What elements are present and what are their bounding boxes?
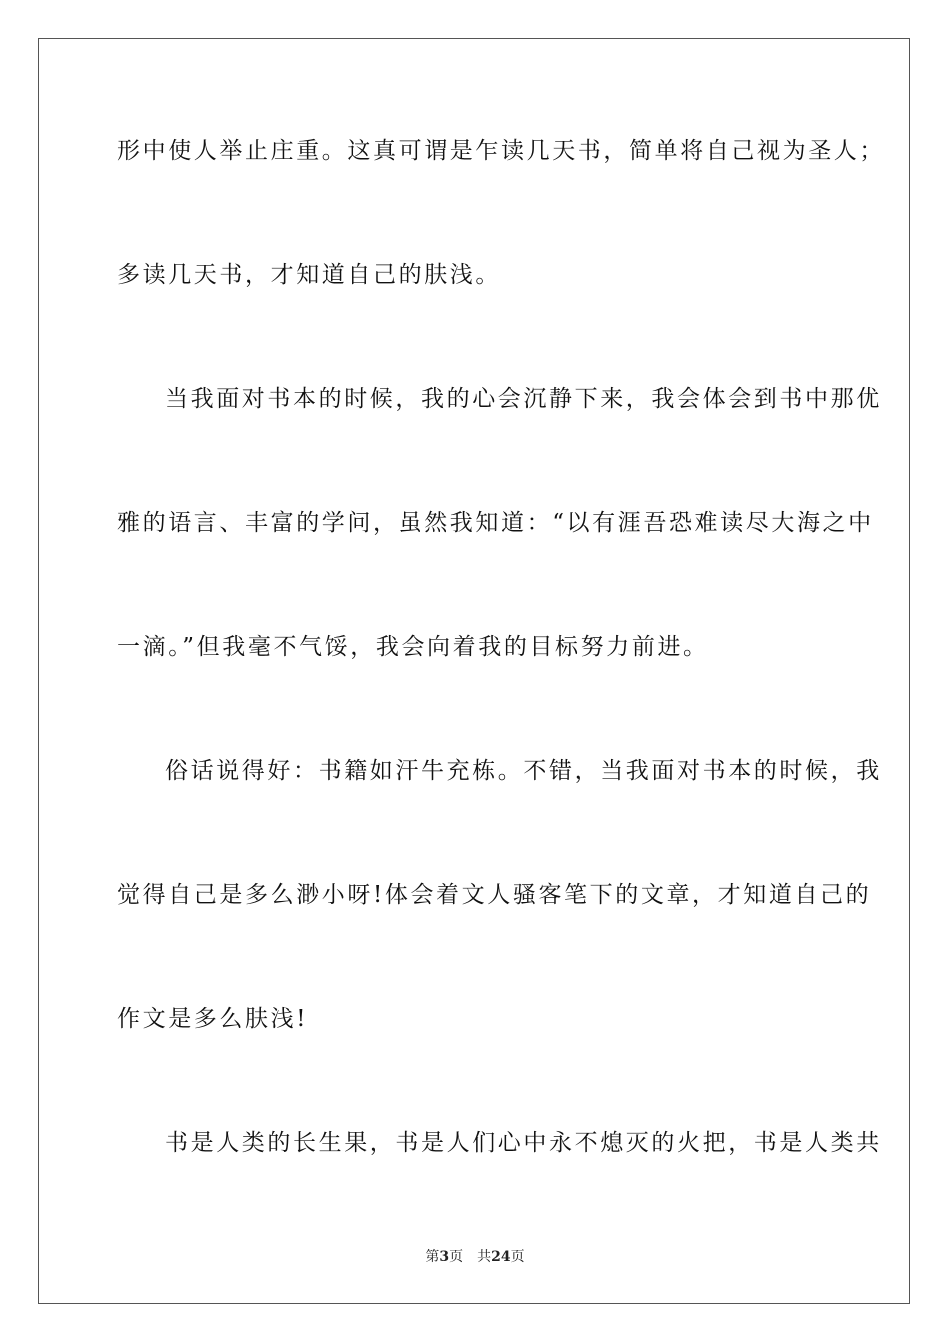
page-border [38, 38, 910, 1304]
page-prefix: 第 [425, 1249, 440, 1265]
page-suffix: 页 [449, 1249, 464, 1265]
text-line-9: 书是人类的长生果，书是人们心中永不熄灭的火把，书是人类共 [165, 1130, 882, 1156]
text-line-1: 形中使人举止庄重。这真可谓是乍读几天书，简单将自己视为圣人； [117, 138, 885, 164]
text-line-4: 雅的语言、丰富的学问，虽然我知道：“以有涯吾恐难读尽大海之中 [117, 510, 874, 536]
total-suffix: 页 [510, 1249, 525, 1265]
page-footer [0, 1248, 950, 1266]
text-line-5: 一滴。”但我毫不气馁，我会向着我的目标努力前进。 [117, 634, 709, 660]
text-line-6: 俗话说得好：书籍如汗牛充栋。不错，当我面对书本的时候，我 [165, 758, 882, 784]
text-line-3: 当我面对书本的时候，我的心会沉静下来，我会体会到书中那优 [165, 386, 882, 412]
text-line-7: 觉得自己是多么渺小呀!体会着文人骚客笔下的文章，才知道自己的 [117, 882, 872, 908]
text-line-8: 作文是多么肤浅! [117, 1006, 309, 1032]
text-line-2: 多读几天书，才知道自己的肤浅。 [117, 262, 501, 288]
total-prefix: 共 [477, 1249, 492, 1265]
total-pages: 24 [491, 1249, 511, 1265]
page-number: 3 [439, 1249, 450, 1265]
